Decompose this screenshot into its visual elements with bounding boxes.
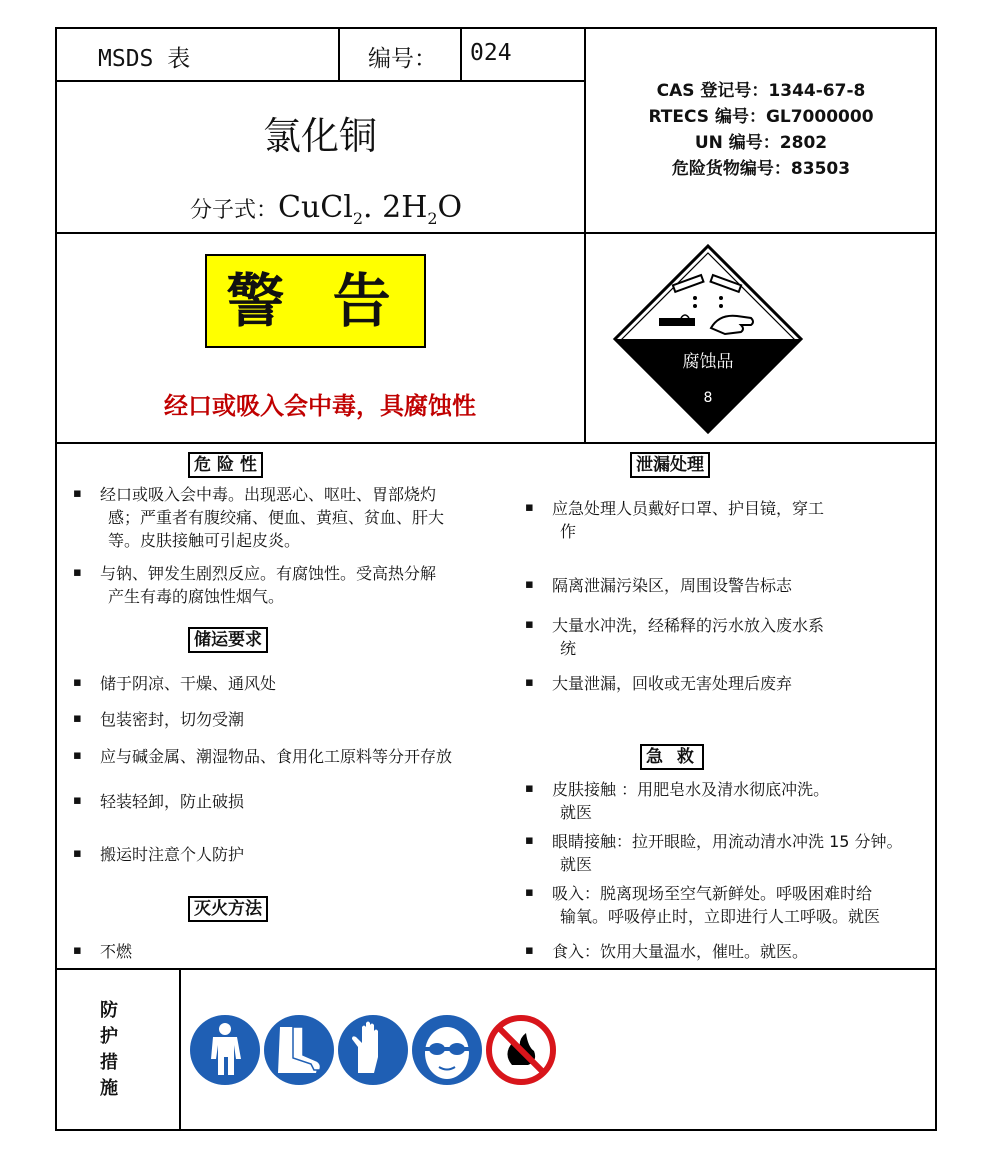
safety-goggles-icon [412,1015,482,1085]
first-aid-item [552,830,932,876]
hazard-class: 8 [703,390,713,406]
line: 感；严重者有腹绞痛、便血、黄疸、贫血、肝大 [108,508,445,527]
bullet: ▪ [73,748,82,763]
section-title-spill: 泄漏处理 [630,452,710,478]
section-title-hazards: 危 险 性 [188,452,263,478]
formula-part: CuCl [278,190,353,225]
dangerous-goods-number: 危险货物编号：83503 [671,159,851,179]
chemical-name: 氯化铜 [262,114,377,158]
molecular-formula [190,190,462,228]
spill-item [552,614,922,660]
formula-subscript: 2 [352,209,364,228]
line: 应急处理人员戴好口罩、护目镜，穿工 [552,499,825,518]
line: 输氧。呼吸停止时，立即进行人工呼吸。就医 [560,907,881,926]
storage-item: 包装密封，切勿受潮 [100,710,245,729]
label-char: 施 [100,1078,118,1099]
spill-item: 隔离泄漏污染区，周围设警告标志 [552,576,793,595]
bullet: ▪ [525,577,534,592]
line: 等。皮肤接触可引起皮炎。 [108,531,301,550]
line: 皮肤接触 ：用肥皂水及清水彻底冲洗。 [552,780,830,799]
storage-item: 搬运时注意个人防护 [100,845,245,864]
protective-suit-icon [190,1015,260,1085]
rtecs-number: RTECS 编号：GL7000000 [648,107,874,127]
bullet: ▪ [525,943,534,958]
divider [55,442,937,444]
bullet: ▪ [73,846,82,861]
fire-item: 不燃 [100,942,133,961]
hazard-item [100,562,520,608]
line: 统 [560,639,577,658]
line: 作 [560,522,577,541]
bullet: ▪ [73,711,82,726]
protection-label [97,998,121,1102]
bullet: ▪ [525,885,534,900]
first-aid-item [552,882,932,928]
un-number: UN 编号：2802 [694,133,828,153]
bullet: ▪ [525,781,534,796]
hazard-statement: 经口或吸入会中毒，具腐蚀性 [164,392,476,420]
bullet: ▪ [73,486,82,501]
divider [460,27,462,80]
section-title-fire: 灭火方法 [188,896,268,922]
storage-item: 储于阴凉、干燥、通风处 [100,674,277,693]
line: 就医 [560,855,593,874]
line: 吸入：脱离现场至空气新鲜处。呼吸困难时给 [552,884,873,903]
bullet: ▪ [525,500,534,515]
identifiers-block [586,78,936,182]
bullet: ▪ [73,943,82,958]
number-label: 编号： [368,46,437,72]
bullet: ▪ [73,675,82,690]
cas-number: CAS 登记号：1344-67-8 [656,81,866,101]
doc-type: MSDS 表 [98,46,191,72]
divider [338,27,340,80]
formula-part: . 2H [363,190,428,225]
divider [55,80,585,82]
line: 眼睛接触：拉开眼睑，用流动清水冲洗 15 分钟。 [552,832,903,851]
divider [55,232,937,234]
formula-part: O [437,190,463,225]
divider [179,968,181,1130]
divider [55,968,937,970]
label-char: 措 [100,1052,118,1073]
line: 与钠、钾发生剧烈反应。有腐蚀性。受高热分解 [100,564,437,583]
storage-item: 应与碱金属、潮湿物品、食用化工原料等分开存放 [100,747,453,766]
line: 大量水冲洗，经稀释的污水放入废水系 [552,616,825,635]
bullet: ▪ [73,565,82,580]
storage-item: 轻装轻卸，防止破损 [100,792,245,811]
section-title-storage: 储运要求 [188,627,268,653]
formula-label: 分子式： [190,198,279,223]
signal-word-box: 警 告 [205,254,426,348]
protective-gloves-icon [338,1015,408,1085]
first-aid-item: 食入：饮用大量温水，催吐。就医。 [552,942,809,961]
formula-subscript: 2 [427,209,438,228]
line: 就医 [560,803,593,822]
label-char: 防 [100,1000,118,1021]
number-value: 024 [470,40,512,66]
bullet: ▪ [525,675,534,690]
first-aid-item [552,778,932,824]
spill-item [552,497,922,543]
hazard-label: 腐蚀品 [682,352,734,372]
safety-boots-icon [264,1015,334,1085]
hazard-item [100,483,520,552]
bullet: ▪ [525,833,534,848]
no-open-flame-icon [489,1018,553,1082]
bullet: ▪ [525,617,534,632]
bullet: ▪ [73,793,82,808]
spill-item: 大量泄漏，回收或无害处理后废弃 [552,674,793,693]
corrosive-diamond-icon [611,242,805,436]
line: 经口或吸入会中毒。出现恶心、呕吐、胃部烧灼 [100,485,437,504]
label-char: 护 [100,1026,118,1047]
line: 产生有毒的腐蚀性烟气。 [108,587,285,606]
section-title-first-aid: 急 救 [640,744,704,770]
protection-icons [188,1013,558,1087]
